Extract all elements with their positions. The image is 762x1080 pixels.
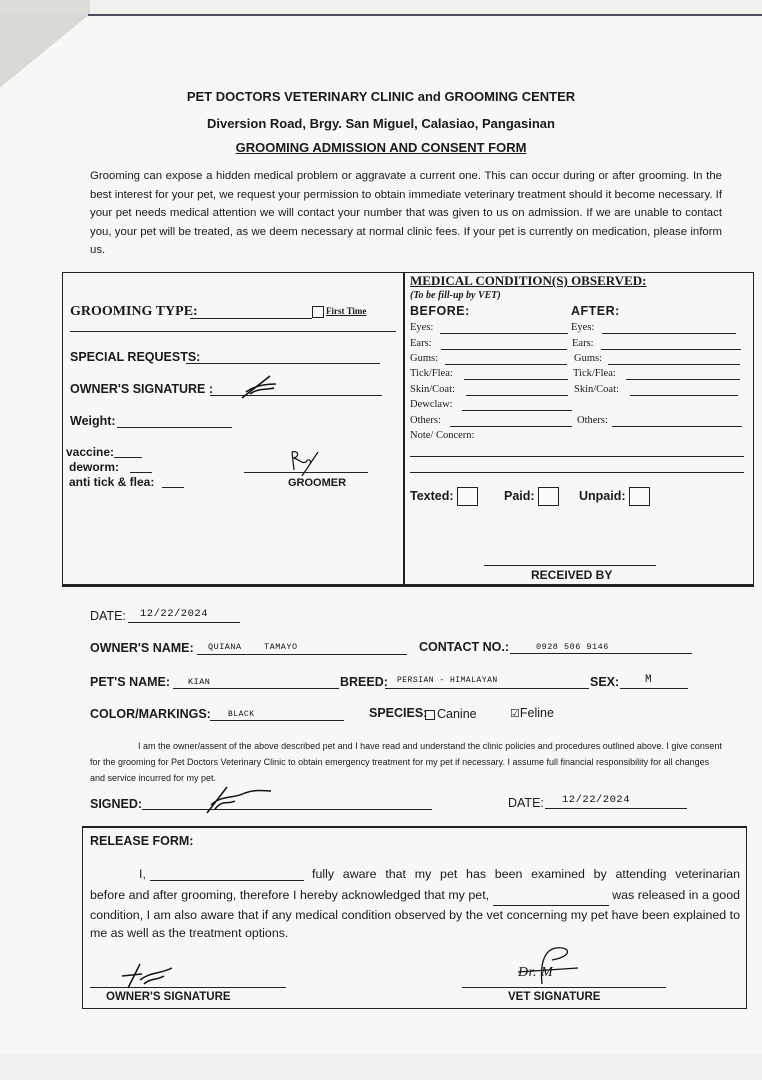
page-top-edge — [88, 14, 762, 16]
owner-signature-field[interactable] — [210, 395, 382, 396]
note-concern-label: Note/ Concern: — [410, 430, 475, 441]
release-title: RELEASE FORM: — [90, 834, 194, 848]
signed-label: SIGNED: — [90, 797, 143, 811]
before-others-field[interactable] — [450, 426, 572, 427]
before-tickflea-label: Tick/Flea: — [410, 368, 453, 379]
unpaid-checkbox[interactable] — [579, 487, 650, 506]
color-markings-value: BLACK — [228, 710, 255, 719]
vaccine-field[interactable] — [114, 457, 142, 458]
species-feline-option[interactable] — [510, 706, 554, 720]
vet-signature-text: Dr. M — [518, 965, 554, 980]
grooming-type-line-2[interactable] — [70, 331, 396, 332]
pet-name-field[interactable] — [173, 688, 339, 689]
after-gums-label: Gums: — [574, 353, 603, 364]
weight-field[interactable] — [117, 427, 232, 428]
medical-title: MEDICAL CONDITION(S) OBSERVED: — [410, 273, 647, 288]
contact-field[interactable] — [510, 653, 692, 654]
date-value: 12/22/2024 — [140, 608, 209, 620]
paid-box[interactable] — [538, 487, 559, 506]
received-by-label: RECEIVED BY — [531, 568, 613, 582]
texted-label: Texted: — [410, 488, 454, 503]
contact-label: CONTACT NO.: — [419, 640, 510, 654]
release-i: I, — [139, 867, 146, 881]
after-ears-field[interactable] — [601, 349, 741, 350]
canine-checkbox-icon — [425, 710, 435, 720]
owner-signature-scribble — [240, 372, 280, 402]
after-eyes-label: Eyes: — [571, 322, 595, 333]
before-eyes-field[interactable] — [440, 333, 568, 334]
note-line-2[interactable] — [410, 472, 744, 473]
release-name-field[interactable] — [150, 880, 304, 881]
vet-signature-label: VET SIGNATURE — [508, 991, 601, 1003]
grooming-type-label: GROOMING TYPE: — [70, 304, 198, 319]
release-owner-signature-field[interactable] — [90, 987, 286, 988]
box-divider — [403, 272, 405, 585]
breed-label: BREED: — [340, 675, 388, 689]
before-ears-field[interactable] — [441, 349, 567, 350]
texted-box[interactable] — [457, 487, 478, 506]
after-others-label: Others: — [577, 415, 608, 426]
after-skincoat-label: Skin/Coat: — [574, 384, 619, 395]
consent-text: I am the owner/assent of the above described pet and I have read and understand the clinic policies and procedures outlined above. I give consent for the grooming for Pet Doctors Veterinary Clinic to obtain emergency treatment for my pet if necessary. I assume full financial responsibility for all changes and service incurred for my pet. — [90, 741, 722, 783]
owner-signature-label: OWNER'S SIGNATURE : — [70, 382, 214, 396]
color-markings-label: COLOR/MARKINGS: — [90, 707, 211, 721]
unpaid-box[interactable] — [629, 487, 650, 506]
contact-value: 0928 506 9146 — [536, 642, 609, 652]
groomer-label: GROOMER — [288, 477, 347, 489]
vet-signature-field[interactable] — [462, 987, 666, 988]
before-eyes-label: Eyes: — [410, 322, 434, 333]
first-time-label: First Time — [326, 306, 367, 317]
grooming-type-field[interactable] — [190, 318, 312, 319]
unpaid-label: Unpaid: — [579, 488, 626, 503]
before-tickflea-field[interactable] — [464, 379, 568, 380]
after-eyes-field[interactable] — [602, 333, 736, 334]
deworm-field[interactable] — [130, 472, 152, 473]
sex-field[interactable] — [620, 688, 688, 689]
paid-checkbox[interactable] — [504, 487, 559, 506]
feline-label: Feline — [519, 706, 554, 720]
deworm-label: deworm: — [69, 460, 120, 474]
first-time-checkbox[interactable] — [312, 306, 366, 318]
special-requests-label: SPECIAL REQUESTS: — [70, 350, 201, 364]
before-dewclaw-label: Dewclaw: — [410, 399, 453, 410]
after-tickflea-label: Tick/Flea: — [573, 368, 616, 379]
special-requests-field[interactable] — [186, 363, 380, 364]
release-text-body: before and after grooming, therefore I hereby acknowledged that my pet, was released in a good condition, I am also aware that if any medical condition observed by the vet concerning my pet have been explained to me as well as the treatment options. — [90, 888, 740, 940]
owner-name-label: OWNER'S NAME: — [90, 641, 194, 655]
clinic-address: Diversion Road, Brgy. San Miguel, Calasiao, Pangasinan — [207, 116, 555, 131]
groomer-signature-field[interactable] — [244, 472, 368, 473]
after-gums-field[interactable] — [608, 364, 740, 365]
color-markings-field[interactable] — [210, 720, 344, 721]
pet-name-value: KIAN — [188, 677, 211, 687]
signed-field[interactable] — [142, 809, 432, 810]
after-skincoat-field[interactable] — [630, 395, 738, 396]
release-text-line1: fully aware that my pet has been examined by attending veterinarian — [312, 867, 740, 881]
after-tickflea-field[interactable] — [626, 379, 740, 380]
release-owner-signature-scribble — [120, 962, 176, 990]
before-ears-label: Ears: — [410, 338, 432, 349]
signed-signature-scribble — [205, 785, 275, 815]
date-label: DATE: — [90, 609, 126, 623]
weight-label: Weight: — [70, 414, 116, 428]
before-label: BEFORE: — [410, 304, 470, 318]
before-skincoat-field[interactable] — [466, 395, 568, 396]
consent-date-value: 12/22/2024 — [562, 794, 631, 806]
before-gums-field[interactable] — [445, 364, 567, 365]
before-gums-label: Gums: — [410, 353, 439, 364]
owner-name-field[interactable] — [197, 654, 407, 655]
species-label: SPECIES: — [369, 706, 428, 720]
canine-label: Canine — [437, 707, 477, 721]
checkbox-icon — [312, 306, 324, 318]
species-canine-option[interactable] — [425, 707, 477, 721]
pet-name-label: PET'S NAME: — [90, 675, 171, 689]
breed-field[interactable] — [385, 688, 589, 689]
after-ears-label: Ears: — [572, 338, 594, 349]
anti-tick-flea-field[interactable] — [162, 487, 184, 488]
vaccine-label: vaccine: — [66, 445, 115, 459]
date-field[interactable] — [128, 622, 240, 623]
form-title: GROOMING ADMISSION AND CONSENT FORM — [235, 140, 527, 155]
consent-date-field[interactable] — [545, 808, 687, 809]
medical-subtitle: (To be fill-up by VET) — [410, 290, 501, 301]
sex-value: M — [645, 674, 653, 686]
before-skincoat-label: Skin/Coat: — [410, 384, 455, 395]
feline-checked-icon: ☑ — [510, 708, 520, 720]
after-others-field[interactable] — [612, 426, 742, 427]
before-others-label: Others: — [410, 415, 441, 426]
note-line-1[interactable] — [410, 456, 744, 457]
paid-label: Paid: — [504, 488, 535, 503]
sex-label: SEX: — [590, 675, 620, 689]
clinic-name: PET DOCTORS VETERINARY CLINIC and GROOMING CENTER — [186, 89, 576, 104]
before-dewclaw-field[interactable] — [462, 410, 572, 411]
after-label: AFTER: — [571, 304, 620, 318]
received-by-field[interactable] — [484, 565, 656, 566]
breed-value: PERSIAN - HIMALAYAN — [397, 676, 498, 685]
intro-paragraph: Grooming can expose a hidden medical problem or aggravate a current one. This can occur during or after grooming. In the best interest for your pet, we request your permission to obtain immediate veterinary treatment should it become necessary. If your pet needs medical attention we will contact your number that was given to us on admission. If we are unable to contact you, your pet will be treated, as we deem necessary at normal clinic fees. If your pet is currently on medication, please inform us. — [90, 170, 722, 256]
owner-name-value: QUIANA TAMAYO — [208, 642, 298, 652]
consent-date-label: DATE: — [508, 796, 544, 810]
release-owner-signature-label: OWNER'S SIGNATURE — [106, 991, 231, 1003]
release-pet-field[interactable] — [493, 886, 609, 906]
anti-tick-flea-label: anti tick & flea: — [69, 475, 155, 489]
texted-checkbox[interactable] — [410, 487, 478, 506]
